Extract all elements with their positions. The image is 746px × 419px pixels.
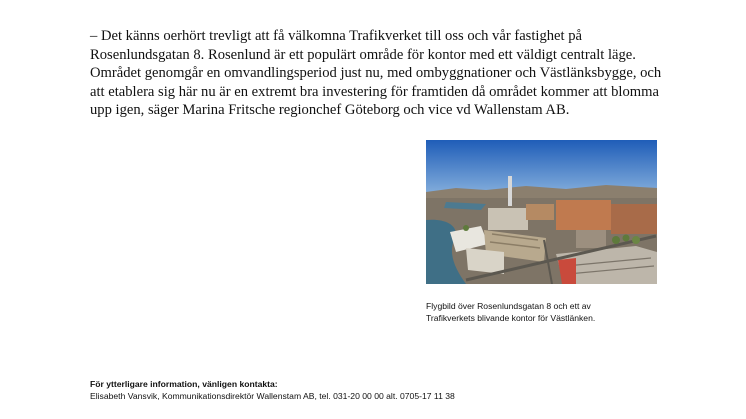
press-quote-paragraph: – Det känns oerhört trevligt att få välkomna Trafikverket till oss och vår fastighet på Rosenlundsgatan 8. Rosenlund är ett populärt område för kontor med ett väldigt centralt läge. Området genomgår en omvandlingsperiod just nu, med ombyggnationer och Västlänksbygge, och att etablera sig här nu är en extremt bra investering för framtiden då området kommer att blomma upp igen, säger Marina Fritsche regionchef Göteborg och vice vd Wallenstam AB. (90, 28, 662, 119)
caption-line: Trafikverkets blivande kontor för Västlänken. (426, 313, 596, 323)
building (611, 204, 657, 234)
contact-info (90, 378, 690, 402)
chimney (508, 176, 512, 206)
contact-line: Elisabeth Vansvik, Kommunikationsdirektör Wallenstam AB, tel. 031-20 00 00 alt. 0705-17 11 38 (90, 391, 455, 401)
contact-heading: För ytterligare information, vänligen kontakta: (90, 379, 278, 389)
building (488, 208, 528, 230)
building (556, 200, 611, 230)
photo-caption (426, 300, 666, 324)
caption-line: Flygbild över Rosenlundsgatan 8 och ett av (426, 301, 591, 311)
building (526, 204, 554, 220)
aerial-photo (426, 140, 657, 284)
building (466, 248, 504, 274)
building (576, 230, 606, 248)
